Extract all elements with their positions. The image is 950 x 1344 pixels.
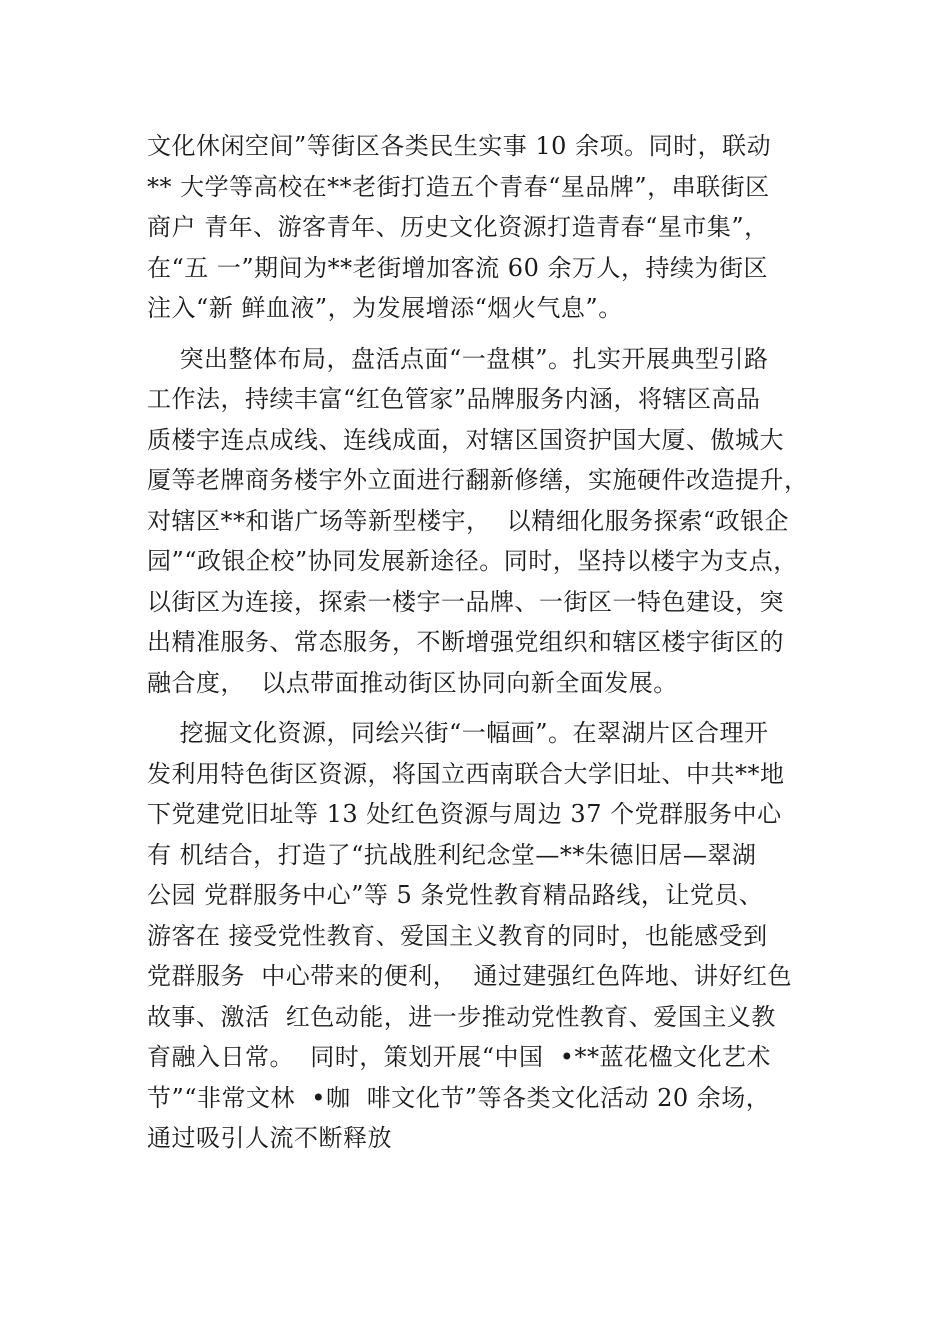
- text-line: 节”“非常文林 •咖 啡文化节”等各类文化活动 20 余场，: [147, 1083, 771, 1112]
- text-line: 以街区为连接，探索一楼宇一品牌、一街区一特色建设，突: [147, 587, 784, 616]
- text-line: 下党建党旧址等 13 处红色资源与周边 37 个党群服务中心: [147, 800, 782, 828]
- text-line: 质楼宇连点成线、连线成面，对辖区国资护国大厦、傲城大: [147, 425, 784, 454]
- text-line: 党群服务 中心带来的便利， 通过建强红色阵地、讲好红色: [147, 962, 793, 990]
- paragraph-gap: [147, 703, 812, 713]
- document-body: [147, 126, 812, 1159]
- text-line: 挖掘文化资源，同绘兴街“一幅画”。在翠湖片区合理开: [147, 719, 769, 747]
- text-line: 突出整体布局，盘活点面“一盘棋”。扎实开展典型引路: [147, 344, 769, 373]
- text-line: 文化休闲空间”等街区各类民生实事 10 余项。同时，联动: [147, 132, 772, 160]
- paragraph-2: [147, 339, 812, 704]
- text-line: 育融入日常。 同时，策划开展“中国 •**蓝花楹文化艺术: [147, 1043, 771, 1071]
- text-line: 发利用特色街区资源，将国立西南联合大学旧址、中共**地: [147, 759, 785, 788]
- text-line: ** 大学等高校在**老街打造五个青春“星品牌”，串联街区: [147, 172, 770, 201]
- text-line: 故事、激活 红色动能，进一步推动党性教育、爱国主义教: [147, 1002, 776, 1031]
- text-line: 公园 党群服务中心”等 5 条党性教育精品路线，让党员、: [147, 881, 764, 909]
- paragraph-1: [147, 126, 812, 329]
- text-line: 注入“新 鲜血液”，为发展增添“烟火气息”。: [147, 294, 623, 322]
- text-line: 商户 青年、游客青年、历史文化资源打造青春“星市集”，: [147, 213, 769, 241]
- text-line: 游客在 接受党性教育、爱国主义教育的同时，也能感受到: [147, 921, 768, 950]
- paragraph-gap: [147, 329, 812, 339]
- text-line: 出精准服务、常态服务，不断增强党组织和辖区楼宇街区的: [147, 628, 784, 656]
- text-line: 在“五 一”期间为**老街增加客流 60 余万人，持续为街区: [147, 253, 768, 282]
- text-line: 有 机结合，打造了“抗战胜利纪念堂—**朱德旧居—翠湖: [147, 840, 757, 869]
- text-line: 对辖区**和谐广场等新型楼宇， 以精细化服务探索“政银企: [147, 506, 790, 535]
- paragraph-3: [147, 713, 812, 1159]
- text-line: 融合度， 以点带面推动街区协同向新全面发展。: [147, 668, 678, 697]
- text-line: 通过吸引人流不断释放: [147, 1124, 392, 1152]
- text-line: 园”“政银企校”协同发展新途径。同时，坚持以楼宇为支点，: [147, 547, 798, 575]
- text-line: 工作法，持续丰富“红色管家”品牌服务内涵，将辖区高品: [147, 385, 761, 413]
- text-line: 厦等老牌商务楼宇外立面进行翻新修缮，实施硬件改造提升，: [147, 466, 809, 494]
